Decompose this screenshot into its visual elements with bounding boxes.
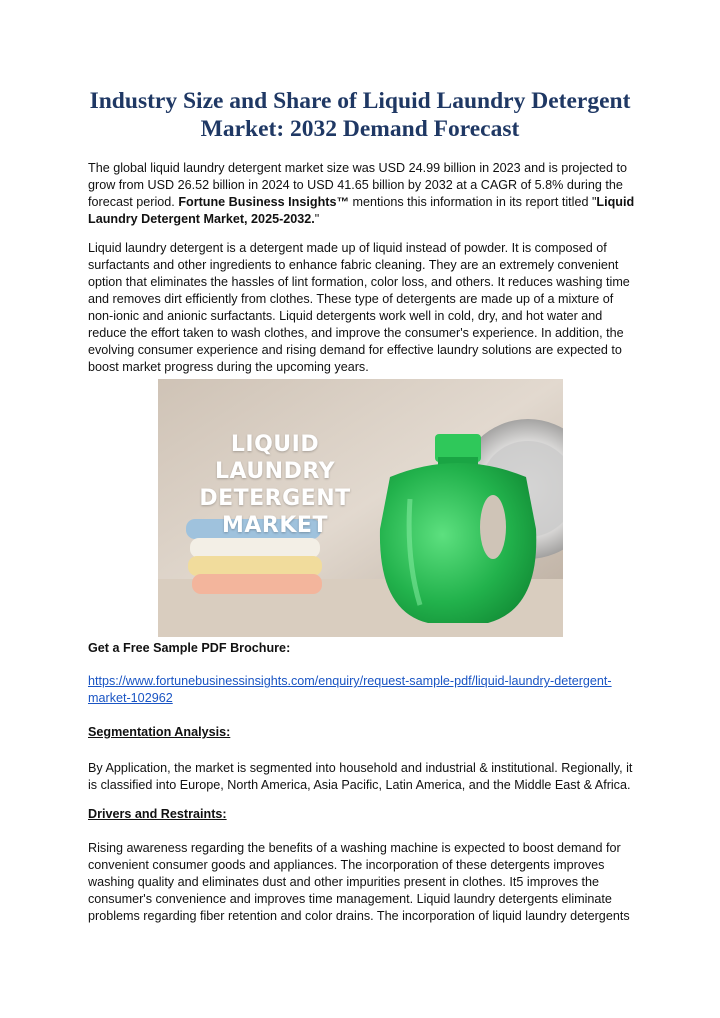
intro-paragraph [88, 160, 636, 228]
definition-paragraph: Liquid laundry detergent is a detergent made up of liquid instead of powder. It is composed of surfactants and other ingredients to enhance fabric cleaning. They are an extremely convenient option that eliminates the hassles of lint formation, color loss, and others. It reduces washing time and removes dirt efficiently from clothes. These type of detergents are made up of a mixture of non-ionic and anionic surfactants. Liquid detergents work well in cold, dry, and hot water and reduce the effort taken to wash clothes, and improve the consumer's experience. In addition, the evolving consumer experience and rising demand for effective laundry solutions are expected to boost market progress during the upcoming years. [88, 241, 630, 374]
source-name: Fortune Business Insights™ [178, 195, 350, 209]
intro-text-before: The global liquid laundry detergent market size was USD 24.99 billion in 2023 and is projected to grow from USD 26.52 billion in 2024 to USD 41.65 billion by 2032 at a CAGR of 5.8% during the forecast period. [88, 161, 628, 209]
segmentation-heading: Segmentation Analysis: [88, 725, 231, 739]
report-title: Liquid Laundry Detergent Market, 2025-2032. [88, 195, 635, 226]
hero-overlay-text: LIQUID LAUNDRY DETERGENT MARKET [199, 432, 351, 538]
towel-peach [192, 574, 322, 594]
drivers-heading: Drivers and Restraints: [88, 807, 227, 821]
towel-yellow [188, 556, 322, 576]
towel-white [190, 538, 320, 558]
sample-link[interactable]: https://www.fortunebusinessinsights.com/enquiry/request-sample-pdf/liquid-laundry-detergent-market-102962 [88, 674, 612, 705]
sample-heading: Get a Free Sample PDF Brochure: [88, 641, 291, 655]
intro-text-middle: mentions this information in its report titled " [349, 195, 597, 209]
hero-image [158, 379, 563, 637]
segmentation-paragraph: By Application, the market is segmented into household and industrial & institutional. Regionally, it is classified into Europe, North America, Asia Pacific, Latin America, and the Middle East & Africa. [88, 761, 633, 792]
bottle-handle-hole [480, 495, 506, 559]
drivers-paragraph: Rising awareness regarding the benefits of a washing machine is expected to boost demand for convenient consumer goods and appliances. The incorporation of these detergents improves washing quality and eliminates dust and other impurities present in clothes. It5 improves the consumer's convenience and improves time management. Liquid laundry detergents eliminate problems regarding fiber retention and color drains. The incorporation of liquid laundry detergents [88, 841, 630, 923]
detergent-bottle [380, 463, 536, 623]
intro-text-after: " [314, 212, 320, 226]
page-title: Industry Size and Share of Liquid Laundry Detergent Market: 2032 Demand Forecast [89, 88, 631, 142]
